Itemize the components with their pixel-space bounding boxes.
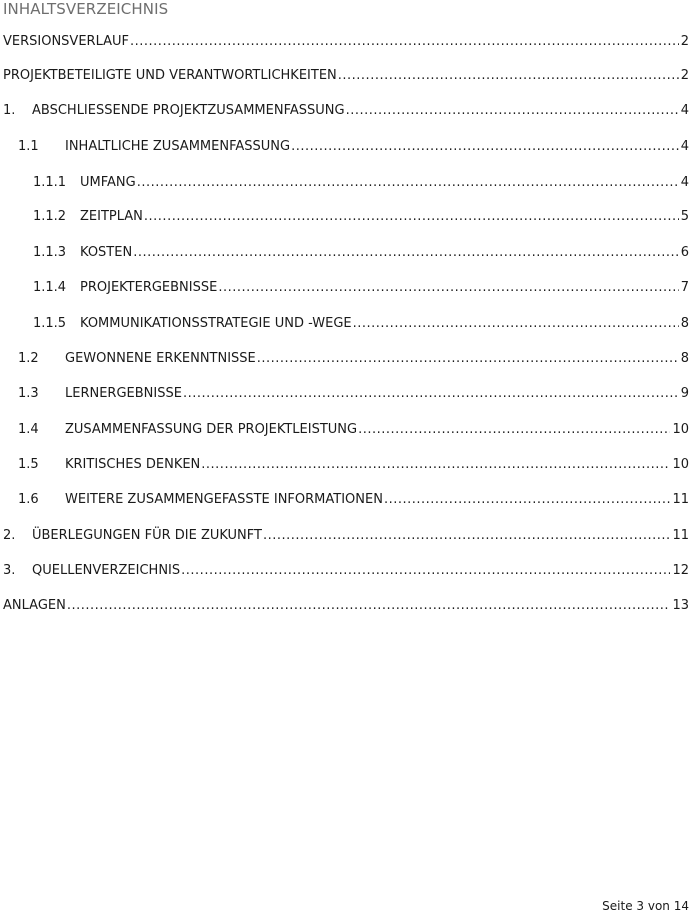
toc-dot-leader xyxy=(263,528,670,543)
toc-entry-title: GEWONNENE ERKENNTNISSE xyxy=(65,351,256,366)
toc-entry-page: 4 xyxy=(680,139,689,154)
toc-entry-title: QUELLENVERZEICHNIS xyxy=(32,563,181,578)
toc-entry-number: 1.2 xyxy=(18,351,39,366)
toc-entry-1-1[interactable] xyxy=(18,139,689,157)
toc-entry-1-1-5[interactable] xyxy=(33,316,689,334)
toc-entry-page: 10 xyxy=(672,422,689,437)
toc-entry-page: 12 xyxy=(672,563,689,578)
page-footer: Seite 3 von 14 xyxy=(602,899,689,913)
toc-entry-1-4[interactable] xyxy=(18,422,689,440)
toc-dot-leader xyxy=(130,34,679,49)
toc-entry-number: 3. xyxy=(3,563,16,578)
toc-entry-number: 1.6 xyxy=(18,492,39,507)
toc-dot-leader xyxy=(218,280,678,295)
toc-entry-3[interactable] xyxy=(3,563,689,581)
toc-entry-number: 1.1.2 xyxy=(33,209,67,224)
toc-entry-page: 5 xyxy=(680,209,689,224)
toc-dot-leader xyxy=(144,209,679,224)
toc-entry-title: INHALTLICHE ZUSAMMENFASSUNG xyxy=(65,139,291,154)
toc-dot-leader xyxy=(358,422,670,437)
toc-dot-leader xyxy=(181,563,670,578)
toc-entry-1-3[interactable] xyxy=(18,386,689,404)
toc-entry-title: PROJEKTERGEBNISSE xyxy=(80,280,218,295)
toc-entry-page: 11 xyxy=(672,492,689,507)
toc-entry-title: UMFANG xyxy=(80,175,136,190)
toc-entry-title: ANLAGEN xyxy=(3,598,66,613)
toc-entry-1-1-4[interactable] xyxy=(33,280,689,298)
toc-entry-title: ABSCHLIESSENDE PROJEKTZUSAMMENFASSUNG xyxy=(32,103,345,118)
toc-dot-leader xyxy=(183,386,679,401)
toc-entry-title: VERSIONSVERLAUF xyxy=(3,34,130,49)
toc-entry-title: ÜBERLEGUNGEN FÜR DIE ZUKUNFT xyxy=(32,528,262,543)
toc-dot-leader xyxy=(257,351,679,366)
toc-entry-title: LERNERGEBNISSE xyxy=(65,386,182,401)
toc-entry-page: 11 xyxy=(672,528,689,543)
toc-entry-title: ZEITPLAN xyxy=(80,209,143,224)
toc-entry-page: 4 xyxy=(680,175,689,190)
toc-dot-leader xyxy=(384,492,671,507)
toc-dot-leader xyxy=(291,139,679,154)
toc-entry-projektbeteiligte[interactable] xyxy=(3,68,689,86)
toc-entry-anlagen[interactable] xyxy=(3,598,689,616)
toc-entry-number: 1. xyxy=(3,103,16,118)
toc-entry-page: 8 xyxy=(680,316,689,331)
toc-entry-number: 1.1 xyxy=(18,139,39,154)
toc-entry-page: 13 xyxy=(672,598,689,613)
toc-entry-1-2[interactable] xyxy=(18,351,689,369)
toc-entry-number: 1.4 xyxy=(18,422,39,437)
toc-entry-page: 4 xyxy=(680,103,689,118)
toc-entry-number: 1.5 xyxy=(18,457,39,472)
toc-entry-page: 10 xyxy=(672,457,689,472)
toc-entry-page: 2 xyxy=(680,34,689,49)
toc-entry-number: 1.3 xyxy=(18,386,39,401)
toc-entry-page: 7 xyxy=(680,280,689,295)
toc-entry-number: 2. xyxy=(3,528,16,543)
toc-dot-leader xyxy=(67,598,671,613)
toc-entry-1-1-2[interactable] xyxy=(33,209,689,227)
toc-entry-page: 8 xyxy=(680,351,689,366)
toc-entry-1-1-3[interactable] xyxy=(33,245,689,263)
toc-entry-page: 9 xyxy=(680,386,689,401)
toc-dot-leader xyxy=(137,175,679,190)
toc-entry-1-1-1[interactable] xyxy=(33,175,689,193)
toc-entry-title: KOSTEN xyxy=(80,245,133,260)
toc-dot-leader xyxy=(133,245,679,260)
toc-entry-versionsverlauf[interactable] xyxy=(3,34,689,52)
toc-heading: INHALTSVERZEICHNIS xyxy=(3,0,169,18)
toc-dot-leader xyxy=(201,457,670,472)
toc-entry-title: ZUSAMMENFASSUNG DER PROJEKTLEISTUNG xyxy=(65,422,358,437)
toc-entry-title: KOMMUNIKATIONSSTRATEGIE UND -WEGE xyxy=(80,316,352,331)
toc-entry-title: PROJEKTBETEILIGTE UND VERANTWORTLICHKEITEN xyxy=(3,68,337,83)
toc-entry-number: 1.1.3 xyxy=(33,245,67,260)
toc-entry-title: KRITISCHES DENKEN xyxy=(65,457,201,472)
toc-entry-page: 2 xyxy=(680,68,689,83)
toc-entry-2[interactable] xyxy=(3,528,689,546)
toc-dot-leader xyxy=(338,68,679,83)
toc-entry-1-5[interactable] xyxy=(18,457,689,475)
toc-dot-leader xyxy=(353,316,679,331)
toc-entry-page: 6 xyxy=(680,245,689,260)
toc-entry-1-6[interactable] xyxy=(18,492,689,510)
toc-entry-title: WEITERE ZUSAMMENGEFASSTE INFORMATIONEN xyxy=(65,492,383,507)
toc-entry-number: 1.1.5 xyxy=(33,316,67,331)
toc-dot-leader xyxy=(346,103,679,118)
toc-entry-number: 1.1.1 xyxy=(33,175,67,190)
toc-entry-number: 1.1.4 xyxy=(33,280,67,295)
toc-entry-1[interactable] xyxy=(3,103,689,121)
